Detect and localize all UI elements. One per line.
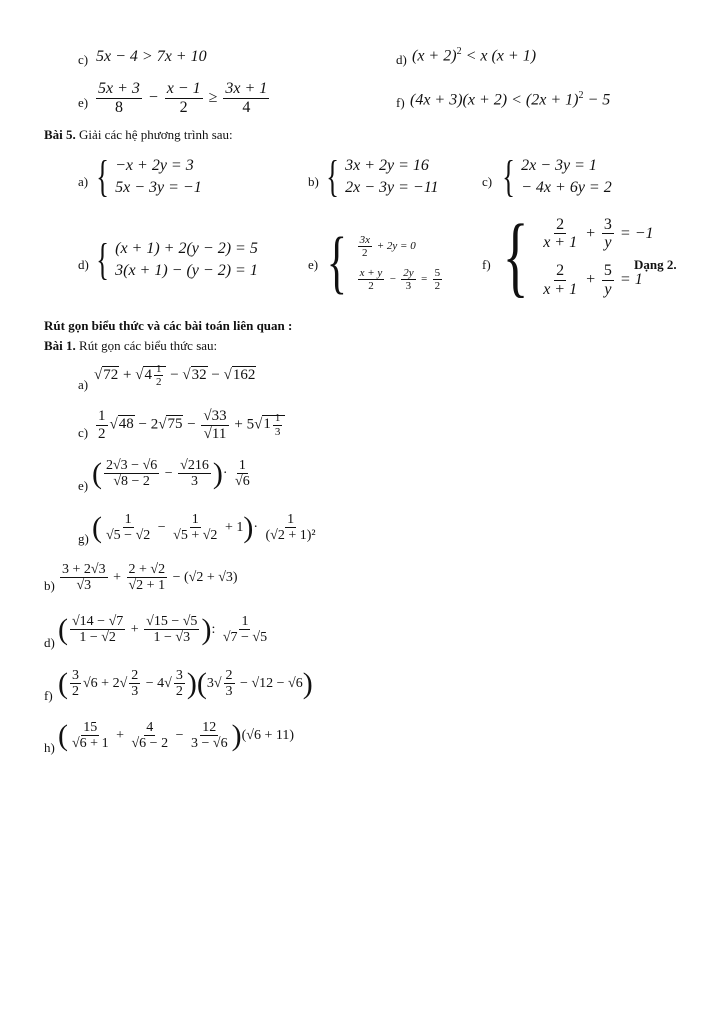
sys-a: { −x + 2y = 3 5x − 3y = −1 [96, 152, 202, 201]
sys-c-eq2: − 4x + 6y = 2 [521, 179, 612, 196]
sys-e-eq2: $\frac{x + y}{2}$ − $\frac{2y}{3}$ = $\frac{5}{2}$ [359, 267, 441, 293]
sys-b-eq2: 2x − 3y = −11 [345, 179, 439, 196]
simp-a-label: a) [78, 377, 89, 392]
ineq-f-expr: $(4x + 3)(x + 2) < (2x + 1)^2 - 5$ [410, 90, 611, 109]
simp-c-label: c) [78, 425, 89, 440]
sys-b-eq1: 3x + 2y = 16 [345, 157, 429, 174]
sys-f-label: f) [482, 257, 491, 272]
sys-c-label: c) [482, 174, 493, 189]
sys-e-label: e) [308, 257, 319, 272]
bai1-text: Rút gọn các biểu thức sau: [75, 338, 218, 353]
sys-b-label: b) [308, 174, 319, 189]
bai5-heading [44, 127, 233, 143]
sys-a-eq2: 5x − 3y = −1 [115, 179, 202, 196]
sys-f-eq1: $\frac{2}{x + 1}$ + $\frac{3}{y}$ = −1 [543, 215, 654, 252]
sys-f-eq2: $\frac{2}{x + 1}$ + $\frac{5}{y}$ = 1 [543, 262, 643, 298]
ineq-c-label: c) [78, 52, 89, 67]
ineq-f-label: f) [396, 95, 405, 110]
simp-f-label: f) [44, 688, 53, 703]
sys-e: { $\frac{3x}{2}$ + 2y = 0 $\frac{x + y}{2}$ − $\frac{2y}{3}$ = $\frac{5}{2}$ [320, 228, 444, 298]
sys-a-label: a) [78, 174, 89, 189]
simp-g-label: g) [78, 531, 89, 546]
sys-e-eq1: $\frac{3x}{2}$ + 2y = 0 [359, 233, 416, 259]
simp-h-label: h) [44, 740, 55, 755]
sys-d-eq1: (x + 1) + 2(y − 2) = 5 [115, 240, 258, 257]
dang-2: Dạng 2. [634, 257, 677, 272]
simp-g-expr: ( $\frac{1}{√5 - √2}$ − $\frac{1}{√5 + √2}$ + 1)· $\frac{1}{\text{(√2 + 1)²}}$ [92, 510, 316, 544]
ineq-d-label: d) [396, 52, 407, 67]
simp-e-label: e) [78, 478, 89, 493]
simp-h-expr: ( $\frac{15}{√6 + 1}$ + $\frac{4}{√6 - 2}$ − $\frac{12}{3 - √6}$ )(√6 + 11) [58, 718, 294, 752]
bai5-title: Bài 5. [44, 127, 76, 142]
sys-d-eq2: 3(x + 1) − (y − 2) = 1 [115, 262, 258, 279]
ineq-c-expr: 5x − 4 > 7x + 10 [96, 48, 207, 65]
simp-d-label: d) [44, 635, 55, 650]
simp-e-expr: ( $\frac{2√3 - √6}{√8 - 2}$ − $\frac{√216}{3}$ )· $\frac{1}{√6}$ [92, 456, 250, 490]
sys-d-label: d) [78, 257, 89, 272]
ineq-e-label: e) [78, 95, 89, 110]
sys-a-eq1: −x + 2y = 3 [115, 157, 194, 174]
simp-b-expr: $\frac{3 + 2√3}{√3}$ + $\frac{2 + √2}{√2 + 1}$ − (√2 + √3) [62, 562, 238, 594]
ineq-d-expr: $(x + 2)^2 < x$ (x + 1) [412, 46, 537, 65]
simp-b-label: b) [44, 578, 55, 593]
sys-c-eq1: 2x − 3y = 1 [521, 157, 597, 174]
sys-c: { 2x − 3y = 1 − 4x + 6y = 2 [502, 152, 612, 201]
simp-c-expr: $\frac{1}{2}$ √48 − 2√75 − $\frac{√33}{√11}$ + 5√1 $\frac{1}{3}$ [94, 408, 285, 442]
bai1-heading [44, 338, 217, 354]
sys-d: { (x + 1) + 2(y − 2) = 5 3(x + 1) − (y − 2) = 1 [96, 235, 258, 284]
ineq-e-expr: $\frac{5x + 3}{8}$ − $\frac{x - 1}{2}$ ≥ $\frac{3x + 1}{4}$ [98, 80, 268, 116]
simp-d-expr: ( $\frac{√14 - √7}{1 - √2}$ + $\frac{√15 - √5}{1 - √3}$ ): $\frac{1}{√7 - √5}$ [58, 612, 268, 646]
section-title: Rút gọn biểu thức và các bài toán liên quan : [44, 318, 293, 333]
bai1-title: Bài 1. [44, 338, 76, 353]
simp-f-expr: ( $\frac{3}{2}$ √6 + 2√ $\frac{2}{3}$ − 4√ $\frac{3}{2}$ )(3√ $\frac{2}{3}$ − √12 − √6) [58, 666, 313, 700]
sys-f: { $\frac{2}{x + 1}$ + $\frac{3}{y}$ = −1 $\frac{2}{x + 1}$ + $\frac{5}{y}$ = 1 [502, 207, 654, 306]
sys-b: { 3x + 2y = 16 2x − 3y = −11 [326, 152, 439, 201]
bai5-text: Giải các hệ phương trình sau: [75, 127, 233, 142]
simp-a-expr: √72 + √4 $\frac{1}{2}$ − √32 − √162 [94, 363, 256, 389]
